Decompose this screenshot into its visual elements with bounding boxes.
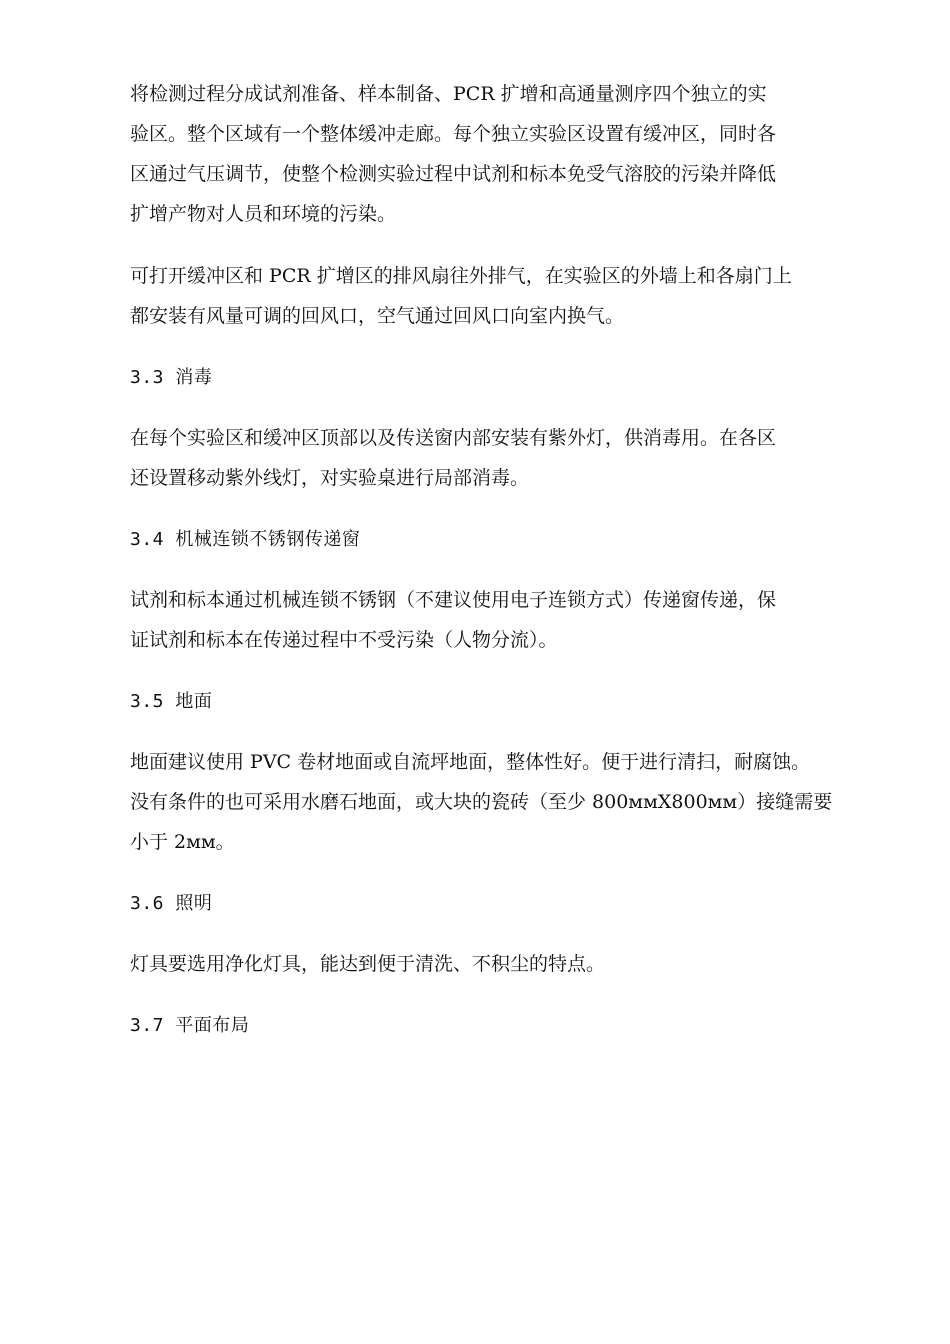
text-line: 小于 2ᴍᴍ。 (130, 831, 235, 853)
paragraph-lighting (130, 944, 830, 984)
text-line: 证试剂和标本在传递过程中不受污染（人物分流）。 (130, 629, 558, 651)
text-line: 将检测过程分成试剂准备、样本制备、PCR 扩增和高通量测序四个独立的实 (130, 83, 767, 105)
text-line: 试剂和标本通过机械连锁不锈钢（不建议使用电子连锁方式）传递窗传递，保 (130, 589, 777, 611)
section-heading-floor: 3.5 地面 (130, 691, 213, 712)
paragraph-ventilation (130, 256, 830, 336)
document-page (130, 74, 833, 1066)
text-line: 扩增产物对人员和环境的污染。 (130, 203, 397, 225)
text-line: 都安装有风量可调的回风口，空气通过回风口向室内换气。 (130, 305, 625, 327)
paragraph-floor (130, 742, 833, 862)
paragraph-disinfection (130, 418, 830, 498)
section-heading-pass-box: 3.4 机械连锁不锈钢传递窗 (130, 529, 361, 550)
section-heading-disinfection: 3.3 消毒 (130, 367, 213, 388)
text-line: 没有条件的也可采用水磨石地面，或大块的瓷砖（至少 800ᴍᴍX800ᴍᴍ）接缝需要 (130, 791, 833, 813)
text-line: 在每个实验区和缓冲区顶部以及传送窗内部安装有紫外灯，供消毒用。在各区 (130, 427, 777, 449)
text-line: 地面建议使用 PVC 卷材地面或自流坪地面，整体性好。便于进行清扫，耐腐蚀。 (130, 751, 811, 773)
text-line: 验区。整个区域有一个整体缓冲走廊。每个独立实验区设置有缓冲区，同时各 (130, 123, 777, 145)
section-heading-layout: 3.7 平面布局 (130, 1015, 250, 1036)
section-heading-lighting: 3.6 照明 (130, 893, 213, 914)
text-line: 灯具要选用净化灯具，能达到便于清洗、不积尘的特点。 (130, 953, 606, 975)
text-line: 可打开缓冲区和 PCR 扩增区的排风扇往外排气，在实验区的外墙上和各扇门上 (130, 265, 792, 287)
text-line: 区通过气压调节，使整个检测实验过程中试剂和标本免受气溶胶的污染并降低 (130, 163, 777, 185)
text-line: 还设置移动紫外线灯，对实验桌进行局部消毒。 (130, 467, 530, 489)
paragraph-lab-zones (130, 74, 830, 234)
paragraph-pass-box (130, 580, 830, 660)
